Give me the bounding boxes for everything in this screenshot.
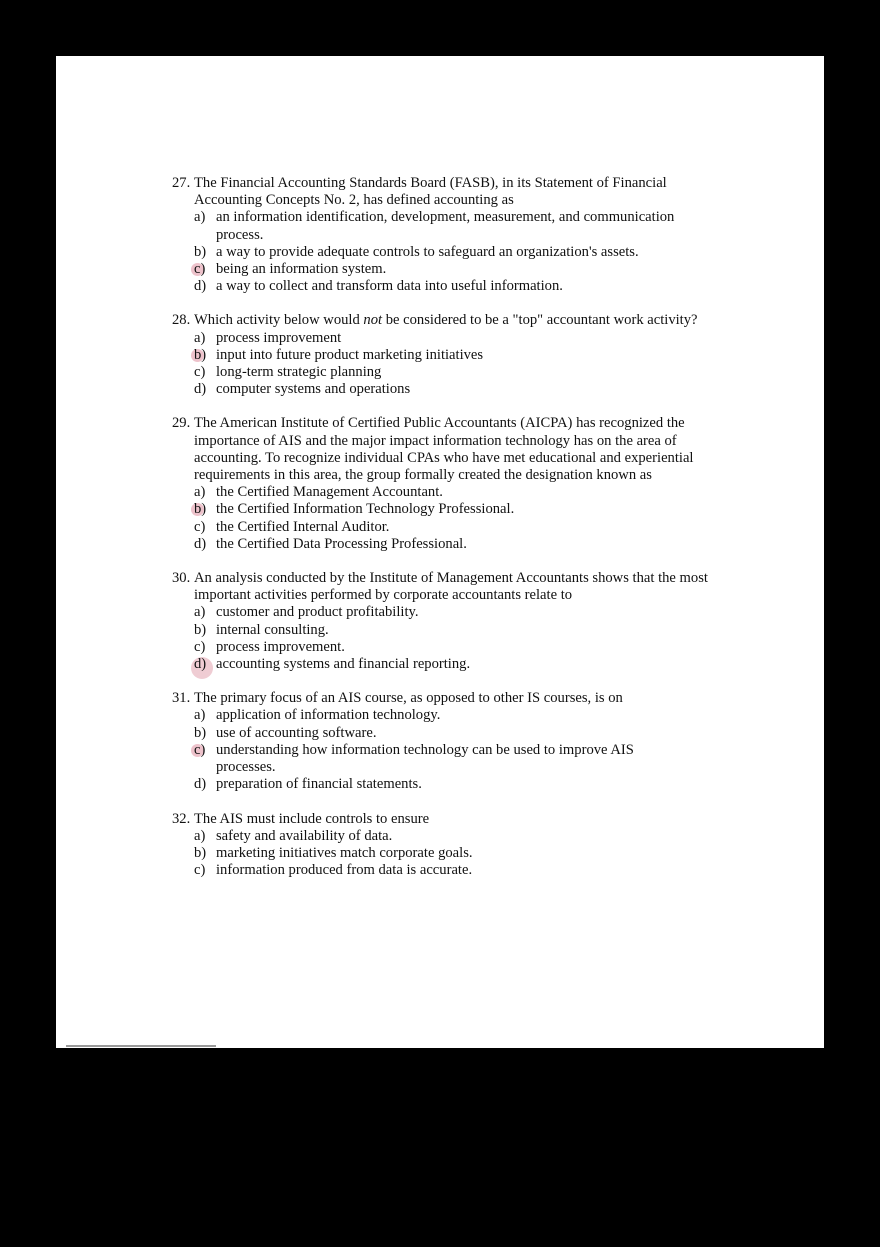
option-d xyxy=(172,381,712,398)
option-text: computer systems and operations xyxy=(216,381,411,398)
question-number: 31. xyxy=(172,690,191,707)
option-text: application of information technology. xyxy=(216,707,441,724)
option-text: use of accounting software. xyxy=(216,724,377,741)
footnote-rule xyxy=(66,1045,216,1047)
question-number: 30. xyxy=(172,570,191,587)
option-letter: c) xyxy=(194,638,206,655)
option-text: the Certified Management Accountant. xyxy=(216,484,443,501)
option-letter: c) xyxy=(194,862,206,879)
option-d xyxy=(172,656,712,673)
question-stem xyxy=(172,175,712,209)
question-stem xyxy=(172,811,712,828)
option-a xyxy=(172,484,712,501)
option-letter-wrap xyxy=(194,347,216,364)
option-text: internal consulting. xyxy=(216,621,329,638)
question-stem xyxy=(172,415,712,484)
option-b xyxy=(172,244,712,261)
option-c xyxy=(172,261,712,278)
option-letter: a) xyxy=(194,827,206,844)
option-letter-wrap xyxy=(194,261,216,278)
option-text: a way to provide adequate controls to safeguard an organization's assets. xyxy=(216,243,639,260)
option-letter: d) xyxy=(194,381,207,398)
question-list xyxy=(172,175,712,896)
option-letter: b) xyxy=(194,621,207,638)
option-letter: c) xyxy=(194,518,206,535)
question-27 xyxy=(172,175,712,295)
stem-part: be considered to be a "top" accountant work activity? xyxy=(382,312,698,329)
option-b xyxy=(172,845,712,862)
option-text: input into future product marketing initiatives xyxy=(216,346,484,363)
option-a xyxy=(172,330,712,347)
option-a xyxy=(172,707,712,724)
option-letter-wrap xyxy=(194,501,216,518)
option-a xyxy=(172,828,712,845)
question-text: The Financial Accounting Standards Board (FASB), in its Statement of Financial Accounting Concepts No. 2, has defined accounting as xyxy=(194,175,667,209)
option-b xyxy=(172,347,712,364)
option-c xyxy=(172,742,712,776)
option-letter-wrap xyxy=(194,742,216,776)
option-d xyxy=(172,278,712,295)
question-text: An analysis conducted by the Institute of Management Accountants shows that the most important activities performed by corporate accountants relate to xyxy=(194,570,708,604)
option-text: an information identification, development, measurement, and communication process. xyxy=(216,209,675,243)
option-a xyxy=(172,604,712,621)
option-a xyxy=(172,209,712,243)
option-letter: c) xyxy=(194,261,206,278)
question-32 xyxy=(172,811,712,880)
option-b xyxy=(172,501,712,518)
option-c xyxy=(172,364,712,381)
option-text: the Certified Data Processing Professional. xyxy=(216,535,467,552)
option-text: process improvement. xyxy=(216,638,345,655)
option-letter: a) xyxy=(194,604,206,621)
option-letter: a) xyxy=(194,484,206,501)
option-text: safety and availability of data. xyxy=(216,827,393,844)
option-letter: b) xyxy=(194,501,207,518)
option-text: preparation of financial statements. xyxy=(216,776,422,793)
question-text: The primary focus of an AIS course, as opposed to other IS courses, is on xyxy=(194,690,623,707)
option-letter: d) xyxy=(194,535,207,552)
question-stem xyxy=(172,690,712,707)
option-letter: b) xyxy=(194,346,207,363)
option-text: marketing initiatives match corporate goals. xyxy=(216,844,473,861)
option-c xyxy=(172,639,712,656)
option-text: long-term strategic planning xyxy=(216,364,382,381)
option-text: the Certified Information Technology Professional. xyxy=(216,501,515,518)
option-letter: b) xyxy=(194,243,207,260)
question-text: The AIS must include controls to ensure xyxy=(194,810,430,827)
question-30 xyxy=(172,570,712,673)
option-letter: d) xyxy=(194,278,207,295)
option-letter-wrap xyxy=(194,656,216,673)
option-letter: d) xyxy=(194,776,207,793)
question-stem xyxy=(172,312,712,329)
question-29 xyxy=(172,415,712,553)
option-letter: c) xyxy=(194,364,206,381)
question-number: 27. xyxy=(172,175,191,191)
option-letter: a) xyxy=(194,707,206,724)
option-text: customer and product profitability. xyxy=(216,604,419,621)
stem-emphasis: not xyxy=(363,312,383,329)
option-d xyxy=(172,776,712,793)
option-text: the Certified Internal Auditor. xyxy=(216,518,390,535)
option-letter: d) xyxy=(194,656,207,673)
option-text: process improvement xyxy=(216,329,342,346)
option-b xyxy=(172,725,712,742)
stem-part: Which activity below would xyxy=(194,312,364,329)
option-letter: a) xyxy=(194,209,206,226)
question-28 xyxy=(172,312,712,398)
option-text: a way to collect and transform data into useful information. xyxy=(216,278,563,295)
option-text: accounting systems and financial reporting. xyxy=(216,656,471,673)
option-text: understanding how information technology can be used to improve AIS processes. xyxy=(216,741,634,776)
option-letter: c) xyxy=(194,741,206,758)
option-text: being an information system. xyxy=(216,261,387,278)
option-d xyxy=(172,536,712,553)
option-letter: b) xyxy=(194,724,207,741)
question-number: 32. xyxy=(172,810,191,827)
option-letter: a) xyxy=(194,329,206,346)
option-c xyxy=(172,862,712,879)
option-c xyxy=(172,519,712,536)
option-text: information produced from data is accurate. xyxy=(216,862,473,879)
question-text: The American Institute of Certified Public Accountants (AICPA) has recognized the importance of AIS and the major impact information technology has on the area of accounting. To recognize individual CPAs who have met educational and experiential requirements in this area, the group formally created the designation known as xyxy=(194,415,694,484)
question-number: 28. xyxy=(172,312,191,329)
option-b xyxy=(172,622,712,639)
question-number: 29. xyxy=(172,415,191,432)
option-letter: b) xyxy=(194,844,207,861)
question-31 xyxy=(172,690,712,793)
question-text xyxy=(194,312,712,329)
document-page xyxy=(56,56,824,1048)
question-stem xyxy=(172,570,712,604)
